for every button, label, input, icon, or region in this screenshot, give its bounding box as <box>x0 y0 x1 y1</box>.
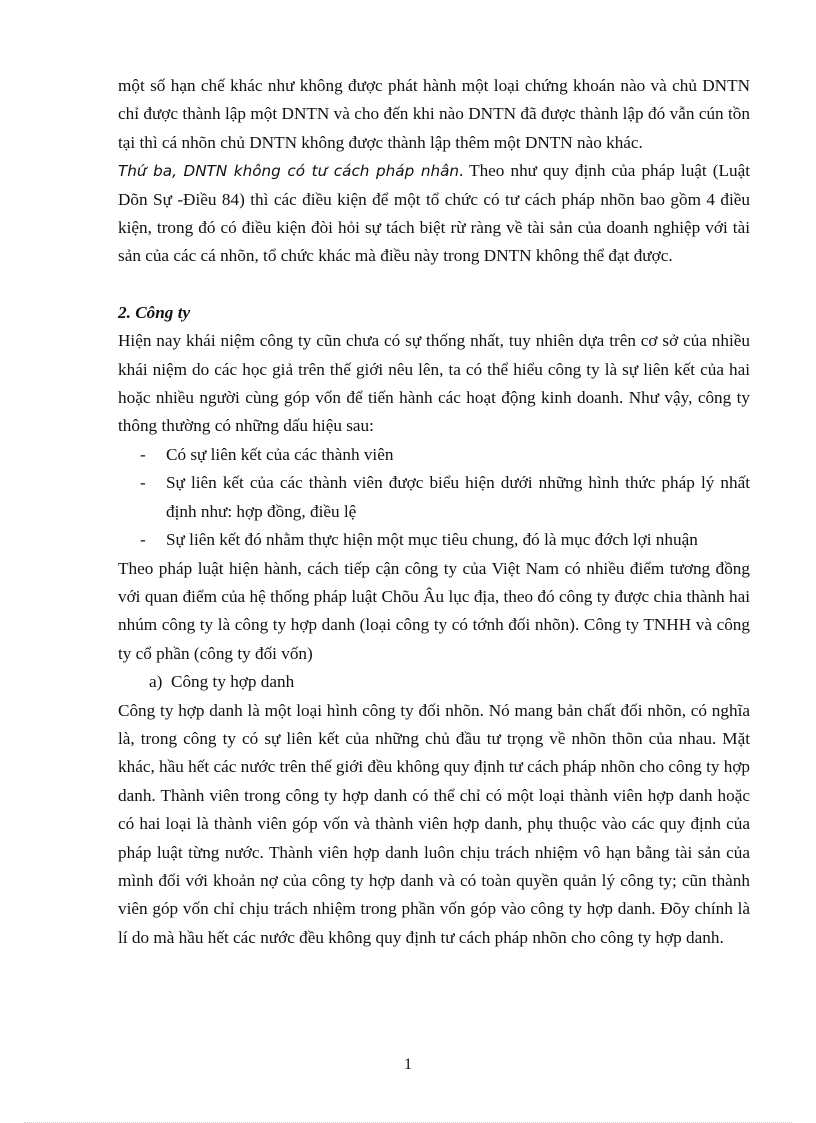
section-heading-company: 2. Công ty <box>118 302 191 322</box>
page-number: 1 <box>404 1056 412 1073</box>
paragraph-legal-status <box>118 157 750 271</box>
subsection-title: Công ty hợp danh <box>171 672 295 692</box>
subsection-heading <box>118 668 750 696</box>
paragraph-company-classification: Theo pháp luật hiện hành, cách tiếp cận công ty của Việt Nam có nhiều điểm tương đồng với quan điểm của hệ thống pháp luật Chõu Âu lục địa, theo đó công ty được chia thành hai nhúm công ty là công ty hợp danh (loại công ty có tớnh đối nhõn). Công ty TNHH và công ty cổ phần (công ty đối vốn) <box>118 558 750 663</box>
paragraph-partnership: Công ty hợp danh là một loại hình công ty đối nhõn. Nó mang bản chất đối nhõn, có nghĩa là, trong công ty có sự liên kết của những chủ đầu tư trọng về nhõn thõn của nhau. Mặt khác, hầu hết các nước trên thế giới đều không quy định tư cách pháp nhõn cho công ty hợp danh. Thành viên trong công ty hợp danh có thể chỉ có một loại thành viên hợp danh hoặc có hai loại là thành viên góp vốn và thành viên hợp danh, phụ thuộc vào các quy định của pháp luật từng nước. Thành viên hợp danh luôn chịu trách nhiệm vô hạn bằng tài sản của mình đối với khoản nợ của công ty hợp danh và có toàn quyền quản lý công ty; cũn thành viên góp vốn chỉ chịu trách nhiệm trong phần vốn góp vào công ty hợp danh. Đõy chính là lí do mà hầu hết các nước đều không quy định tư cách pháp nhõn cho công ty hợp danh. <box>118 700 751 947</box>
emphasis-third-point: Thứ ba, DNTN không có tư cách pháp nhân <box>118 162 460 181</box>
list-item: - Sự liên kết của các thành viên được biểu hiện dưới những hình thức pháp lý nhất định như: hợp đồng, điều lệ <box>140 469 750 526</box>
company-signs-list <box>118 441 750 555</box>
document-page <box>118 72 750 952</box>
list-item: - Sự liên kết đó nhằm thực hiện một mục tiêu chung, đó là mục đớch lợi nhuận <box>140 526 750 554</box>
paragraph-company-definition: Hiện nay khái niệm công ty cũn chưa có sự thống nhất, tuy nhiên dựa trên cơ sở của nhiều khái niệm do các học giả trên thế giới nêu lên, ta có thể hiểu công ty là sự liên kết của hai hoặc nhiều người cùng góp vốn để tiến hành các hoạt động kinh doanh. Như vậy, công ty thông thường có những dấu hiệu sau: <box>118 331 750 436</box>
paragraph-dntn-limits: một số hạn chế khác như không được phát hành một loại chứng khoán nào và chủ DNTN chỉ được thành lập một DNTN và cho đến khi nào DNTN đã được thành lập đó vẫn cún tồn tại thì cá nhõn chủ DNTN không được thành lập thêm một DNTN nào khác. <box>118 76 750 152</box>
list-item: - Có sự liên kết của các thành viên <box>140 441 750 469</box>
paragraph-legal-status-text: . Theo như quy định của pháp luật (Luật Dõn Sự -Điều 84) thì các điều kiện để một tổ chức có tư cách pháp nhõn bao gồm 4 điều kiện, trong đó có điều kiện đòi hỏi sự tách biệt rừ ràng về tài sản của doanh nghiệp với tài sản của các cá nhõn, tổ chức khác mà điều này trong DNTN không thể đạt được. <box>118 161 750 266</box>
subsection-marker: a) <box>149 672 163 692</box>
